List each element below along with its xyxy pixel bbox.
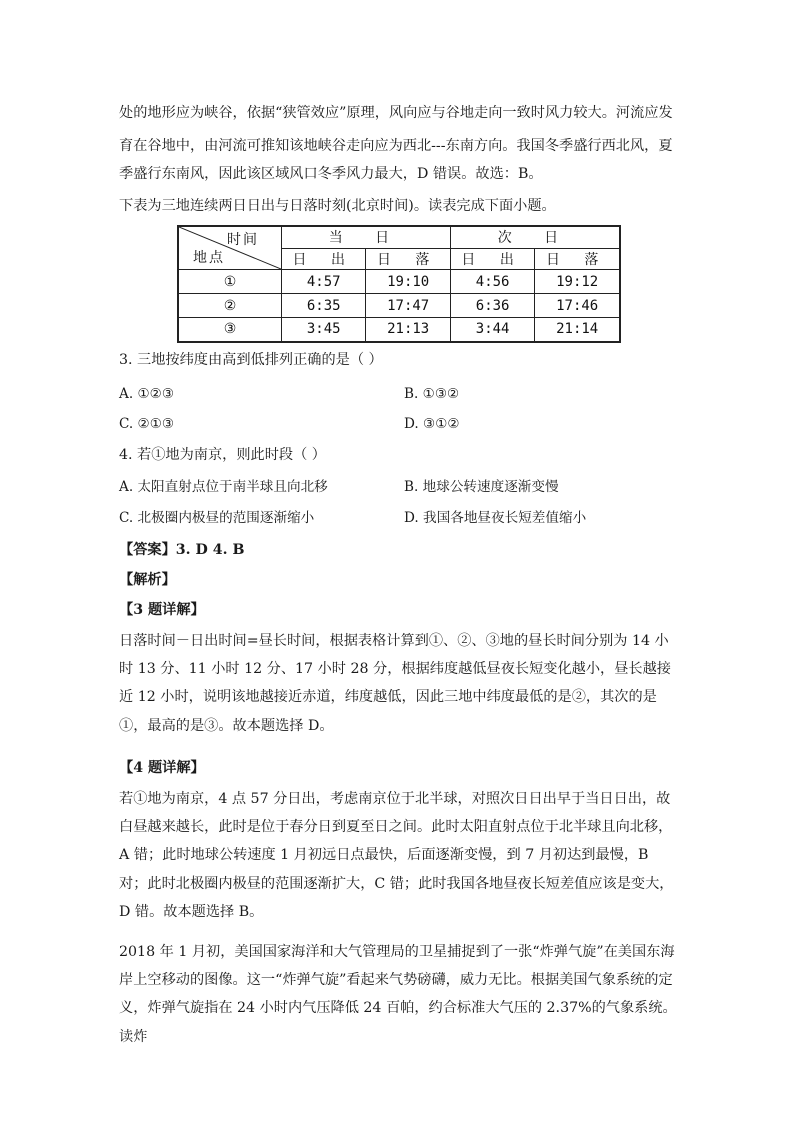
sunrise-sunset-table [177,225,621,343]
row-place: ② [178,294,282,318]
header-day1: 当 日 [282,226,451,248]
cell: 21:14 [535,318,620,342]
q4-option-c: C. 北极圈内极昼的范围逐渐缩小 [119,510,315,526]
corner-bottom-label: 地点 [193,250,225,266]
cell: 17:46 [535,294,620,318]
q4-option-b: B. 地球公转速度逐渐变慢 [404,479,559,495]
q4-detail-label: 【4 题详解】 [119,760,205,776]
cell: 6:35 [282,294,366,318]
final-paragraph: 2018 年 1 月初，美国国家海洋和大气管理局的卫星捕捉到了一张“炸弹气旋”在美国东海岸上空移动的图像。这一“炸弹气旋”看起来气势磅礴，威力无比。根据美国气象系统的定义，炸弹气旋指在 24 小时内气压降低 24 百帕，约合标准大气压的 2.37%的气象系统。读炸 [119,944,677,1045]
q4-stem: 4. 若①地为南京，则此时段（ ） [119,447,326,463]
analysis-label: 【解析】 [119,572,176,588]
answer-line: 【答案】3. D 4. B [119,542,245,558]
q3-option-a: A. ①②③ [119,386,175,402]
header-day2: 次 日 [450,226,620,248]
q4-option-a: A. 太阳直射点位于南半球且向北移 [119,479,328,495]
q3-detail-text: 日落时间－日出时间=昼长时间，根据表格计算到①、②、③地的昼长时间分别为 14 小时 13 分、11 小时 12 分、17 小时 28 分，根据纬度越低昼夜长短变化越小，昼长越接近 12 小时，说明该地越接近赤道，纬度越低，因此三地中纬度最低的是②，其次的是①，最高的是③。故本题选择 D。 [119,633,671,734]
cell: 3:44 [450,318,534,342]
table-corner-cell [178,226,282,270]
q3-option-b: B. ①③② [404,386,460,402]
cell: 19:10 [366,270,450,294]
cell: 3:45 [282,318,366,342]
corner-top-label: 时间 [227,232,259,248]
subheader-sunrise-1: 日 出 [282,248,366,270]
q3-stem: 3. 三地按纬度由高到低排列正确的是（ ） [119,352,383,368]
table-row [178,318,620,342]
q4-option-d: D. 我国各地昼夜长短差值缩小 [404,510,587,526]
cell: 4:57 [282,270,366,294]
q3-option-d: D. ③①② [404,416,460,432]
cell: 4:56 [450,270,534,294]
q4-detail-text: 若①地为南京，4 点 57 分日出，考虑南京位于北半球，对照次日日出早于当日日出，故白昼越来越长，此时是位于春分日到夏至日之间。此时太阳直射点位于北半球且向北移，A 错；此时地球公转速度 1 月初远日点最快，后面逐渐变慢，到 7 月初达到最慢，B 对；此时北极圈内极昼的范围逐渐扩大，C 错；此时我国各地昼夜长短差值应该是变大，D 错。故本题选择 B。 [119,791,674,920]
table-intro: 下表为三地连续两日日出与日落时刻(北京时间)。读表完成下面小题。 [119,198,556,214]
subheader-sunrise-2: 日 出 [450,248,534,270]
row-place: ① [178,270,282,294]
table-row [178,294,620,318]
cell: 6:36 [450,294,534,318]
subheader-sunset-2: 日 落 [535,248,620,270]
row-place: ③ [178,318,282,342]
subheader-sunset-1: 日 落 [366,248,450,270]
cell: 19:12 [535,270,620,294]
q3-detail-label: 【3 题详解】 [119,602,205,618]
intro-line-3: 季盛行东南风，因此该区域风口冬季风力最大，D 错误。故选：B。 [119,166,543,182]
intro-line-2: 育在谷地中，由河流可推知该地峡谷走向应为西北---东南方向。我国冬季盛行西北风，夏 [119,138,673,154]
cell: 17:47 [366,294,450,318]
table-row [178,270,620,294]
cell: 21:13 [366,318,450,342]
q3-option-c: C. ②①③ [119,416,175,432]
intro-line-1: 处的地形应为峡谷，依据“狭管效应”原理，风向应与谷地走向一致时风力较大。河流应发 [119,105,673,121]
